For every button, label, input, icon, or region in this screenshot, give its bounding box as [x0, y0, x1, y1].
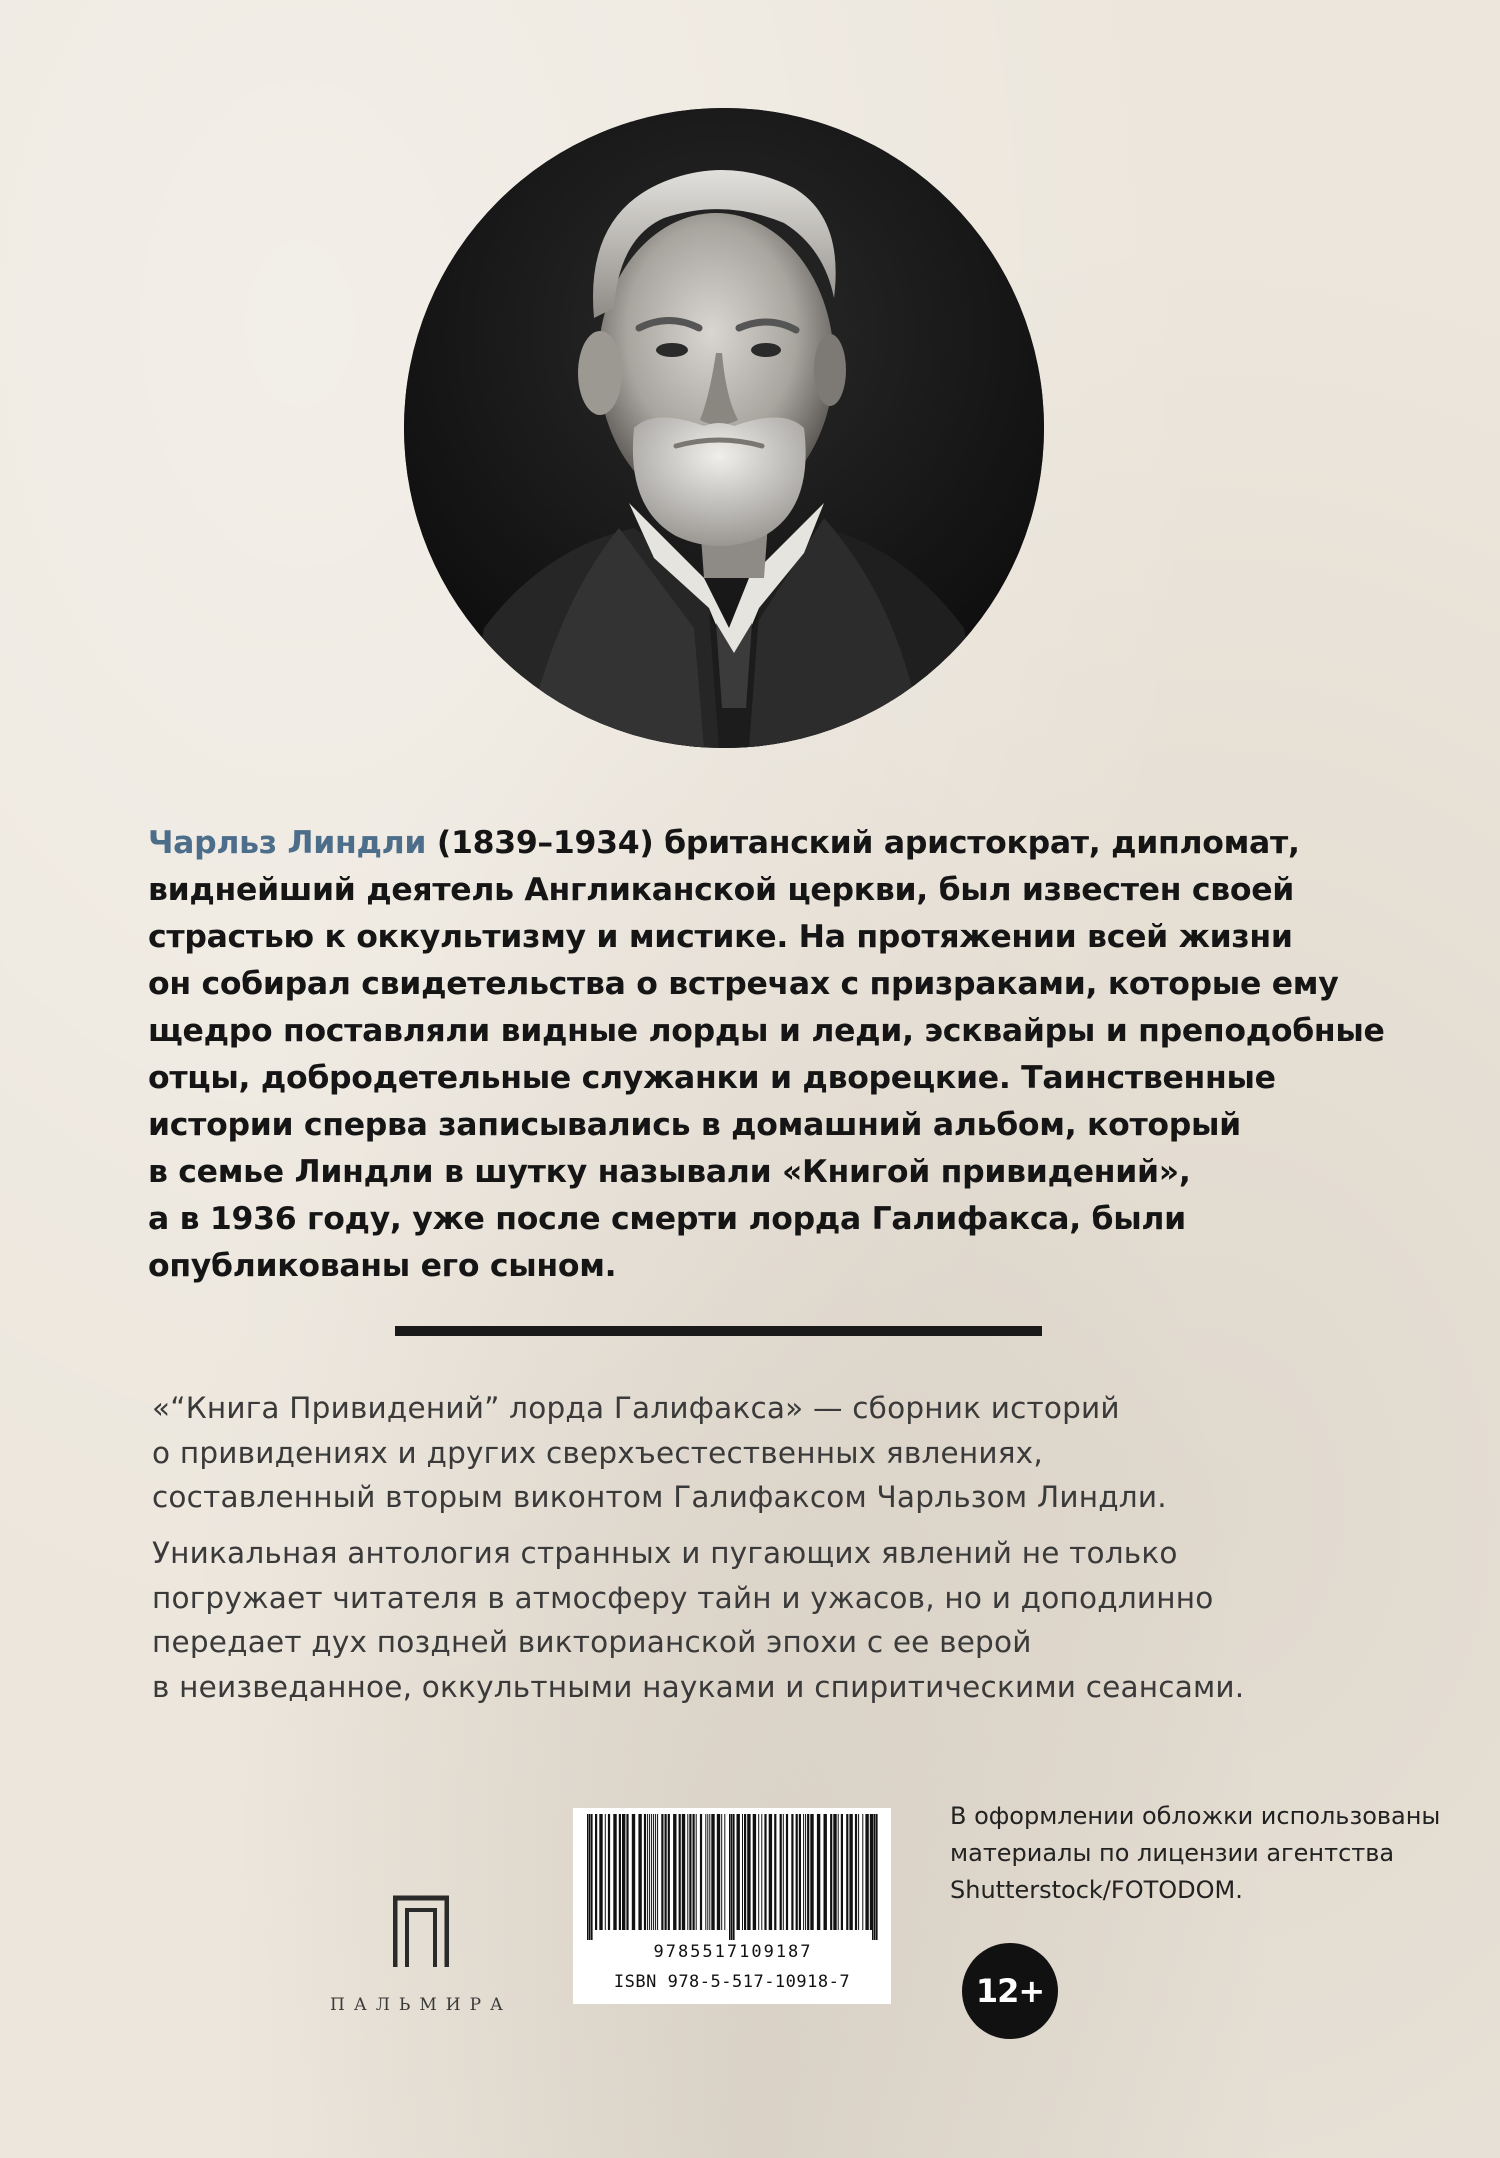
author-name: Чарльз Линдли [148, 825, 427, 861]
isbn-number: ISBN 978-5-517-10918-7 [613, 1972, 851, 1992]
publisher-block [306, 1895, 536, 2015]
barcode-guard-bar [591, 1814, 593, 1940]
barcode-bar [833, 1814, 836, 1930]
barcode-guard-bar [872, 1814, 874, 1940]
barcode-bar [687, 1814, 688, 1930]
author-portrait [404, 108, 1044, 748]
barcode-bar [747, 1814, 750, 1930]
description-line: «“Книга Привидений” лорда Галифакса» — сборник историй [152, 1391, 1120, 1425]
barcode-bar [841, 1814, 843, 1930]
credits-line: материалы по лицензии агентства [950, 1839, 1395, 1867]
barcode-bar [613, 1814, 616, 1930]
barcode-bar [622, 1814, 625, 1930]
section-divider [395, 1326, 1042, 1336]
barcode-guard-bar [733, 1814, 735, 1940]
barcode-guard-bar [876, 1814, 878, 1940]
barcode [573, 1808, 891, 2004]
barcode-guard-bar [729, 1814, 731, 1940]
barcode-bar [595, 1814, 597, 1930]
barcode-bar [709, 1814, 710, 1930]
barcode-bar [830, 1814, 832, 1930]
barcode-bar [817, 1814, 820, 1930]
barcode-bar [651, 1814, 652, 1930]
barcode-bar [780, 1814, 782, 1930]
barcode-bar [668, 1814, 670, 1930]
barcode-bar [744, 1814, 746, 1930]
barcode-bar [657, 1814, 658, 1930]
barcode-bar [855, 1814, 857, 1930]
barcode-bar [753, 1814, 756, 1930]
barcode-bar [707, 1814, 708, 1930]
barcode-bar [769, 1814, 772, 1930]
barcode-bar [693, 1814, 695, 1930]
barcode-bar [742, 1814, 743, 1930]
barcode-bar [605, 1814, 606, 1930]
barcode-bar [858, 1814, 859, 1930]
credits-line: Shutterstock/FOTODOM. [950, 1876, 1243, 1904]
barcode-bar [791, 1814, 793, 1930]
cover-credits [950, 1798, 1470, 1909]
barcode-bar [696, 1814, 697, 1930]
bio-line-1-rest: (1839–1934) британский аристократ, дипломат, [426, 825, 1300, 861]
barcode-bar [649, 1814, 650, 1930]
barcode-bar [717, 1814, 720, 1930]
barcode-bar [599, 1814, 602, 1930]
barcode-bar [799, 1814, 801, 1930]
barcode-bar [805, 1814, 806, 1930]
barcode-bar [608, 1814, 610, 1930]
barcode-bar [824, 1814, 827, 1930]
bio-line [148, 820, 1378, 867]
barcode-bar [700, 1814, 702, 1930]
barcode-bar [644, 1814, 646, 1930]
barcode-bar [724, 1814, 725, 1930]
barcode-bar [653, 1814, 654, 1930]
publisher-name: ПАЛЬМИРА [330, 1995, 512, 2015]
barcode-bar [705, 1814, 706, 1930]
barcode-bar [846, 1814, 848, 1930]
barcode-bar [810, 1814, 813, 1930]
barcode-bar [689, 1814, 691, 1930]
barcode-bar [679, 1814, 681, 1930]
barcode-guard-bar [589, 1814, 591, 1940]
barcode-bar [661, 1814, 663, 1930]
barcode-bars [585, 1814, 881, 1964]
barcode-bar [786, 1814, 788, 1930]
barcode-bar [774, 1814, 776, 1930]
description-paragraph-1 [152, 1386, 1412, 1520]
description-line: составленный вторым виконтом Галифаксом Чарльзом Линдли. [152, 1480, 1167, 1514]
description-line: передает дух поздней викторианской эпохи с ее верой [152, 1625, 1032, 1659]
barcode-bar [849, 1814, 852, 1930]
bio-line: отцы, добродетельные служанки и дворецкие. Таинственные [148, 1060, 1276, 1096]
description-line: погружает читателя в атмосферу тайн и ужасов, но и доподлинно [152, 1580, 1214, 1615]
barcode-bar [761, 1814, 762, 1930]
barcode-digits: 9785517109187 [653, 1942, 813, 1962]
barcode-bar [626, 1814, 628, 1930]
author-bio [148, 820, 1385, 1290]
barcode-bar [632, 1814, 635, 1930]
bio-line: истории сперва записывались в домашний альбом, который [148, 1107, 1241, 1143]
barcode-bar [803, 1814, 804, 1930]
bio-line: виднейший деятель Англиканской церкви, был известен своей [148, 872, 1295, 908]
palmira-p-logo-icon [393, 1895, 449, 1967]
description-paragraph-2 [152, 1531, 1412, 1709]
barcode-bar [807, 1814, 809, 1930]
barcode-bar [870, 1814, 872, 1930]
barcode-bar [638, 1814, 641, 1930]
barcode-bar [647, 1814, 648, 1930]
barcode-bar [764, 1814, 766, 1930]
barcode-bar [796, 1814, 798, 1930]
barcode-bar [673, 1814, 676, 1930]
barcode-bar [737, 1814, 740, 1930]
barcode-guard-bar [731, 1814, 733, 1940]
barcode-bar [655, 1814, 656, 1930]
barcode-guard-bar [874, 1814, 876, 1940]
barcode-bar [619, 1814, 621, 1930]
bio-line: а в 1936 году, уже после смерти лорда Галифакса, были [148, 1201, 1186, 1237]
barcode-bar [665, 1814, 667, 1930]
author-portrait-photo-icon [404, 108, 1044, 748]
description-line: о привидениях и других сверхъестественных явлениях, [152, 1435, 1043, 1470]
barcode-bar [783, 1814, 784, 1930]
description-line: в неизведанное, оккультными науками и спиритическими сеансами. [152, 1669, 1245, 1704]
bio-line: в семье Линдли в шутку называли «Книгой привидений», [148, 1154, 1191, 1190]
barcode-bar [865, 1814, 868, 1930]
bio-line: опубликованы его сыном. [148, 1248, 617, 1284]
bio-line: страстью к оккультизму и мистике. На протяжении всей жизни [148, 919, 1293, 955]
barcode-bar [862, 1814, 863, 1930]
age-rating-badge: 12+ [962, 1943, 1058, 2039]
description-line: Уникальная антология странных и пугающих явлений не только [152, 1536, 1178, 1570]
bio-line: он собирал свидетельства о встречах с призраками, которые ему [148, 966, 1339, 1002]
barcode-bar [721, 1814, 722, 1930]
bio-line: щедро поставляли видные лорды и леди, эсквайры и преподобные [148, 1013, 1385, 1049]
barcode-bar [838, 1814, 839, 1930]
barcode-guard-bar [587, 1814, 589, 1940]
barcode-bar [758, 1814, 759, 1930]
barcode-bar [682, 1814, 685, 1930]
credits-line: В оформлении обложки использованы [950, 1802, 1441, 1830]
barcode-bar [711, 1814, 714, 1930]
